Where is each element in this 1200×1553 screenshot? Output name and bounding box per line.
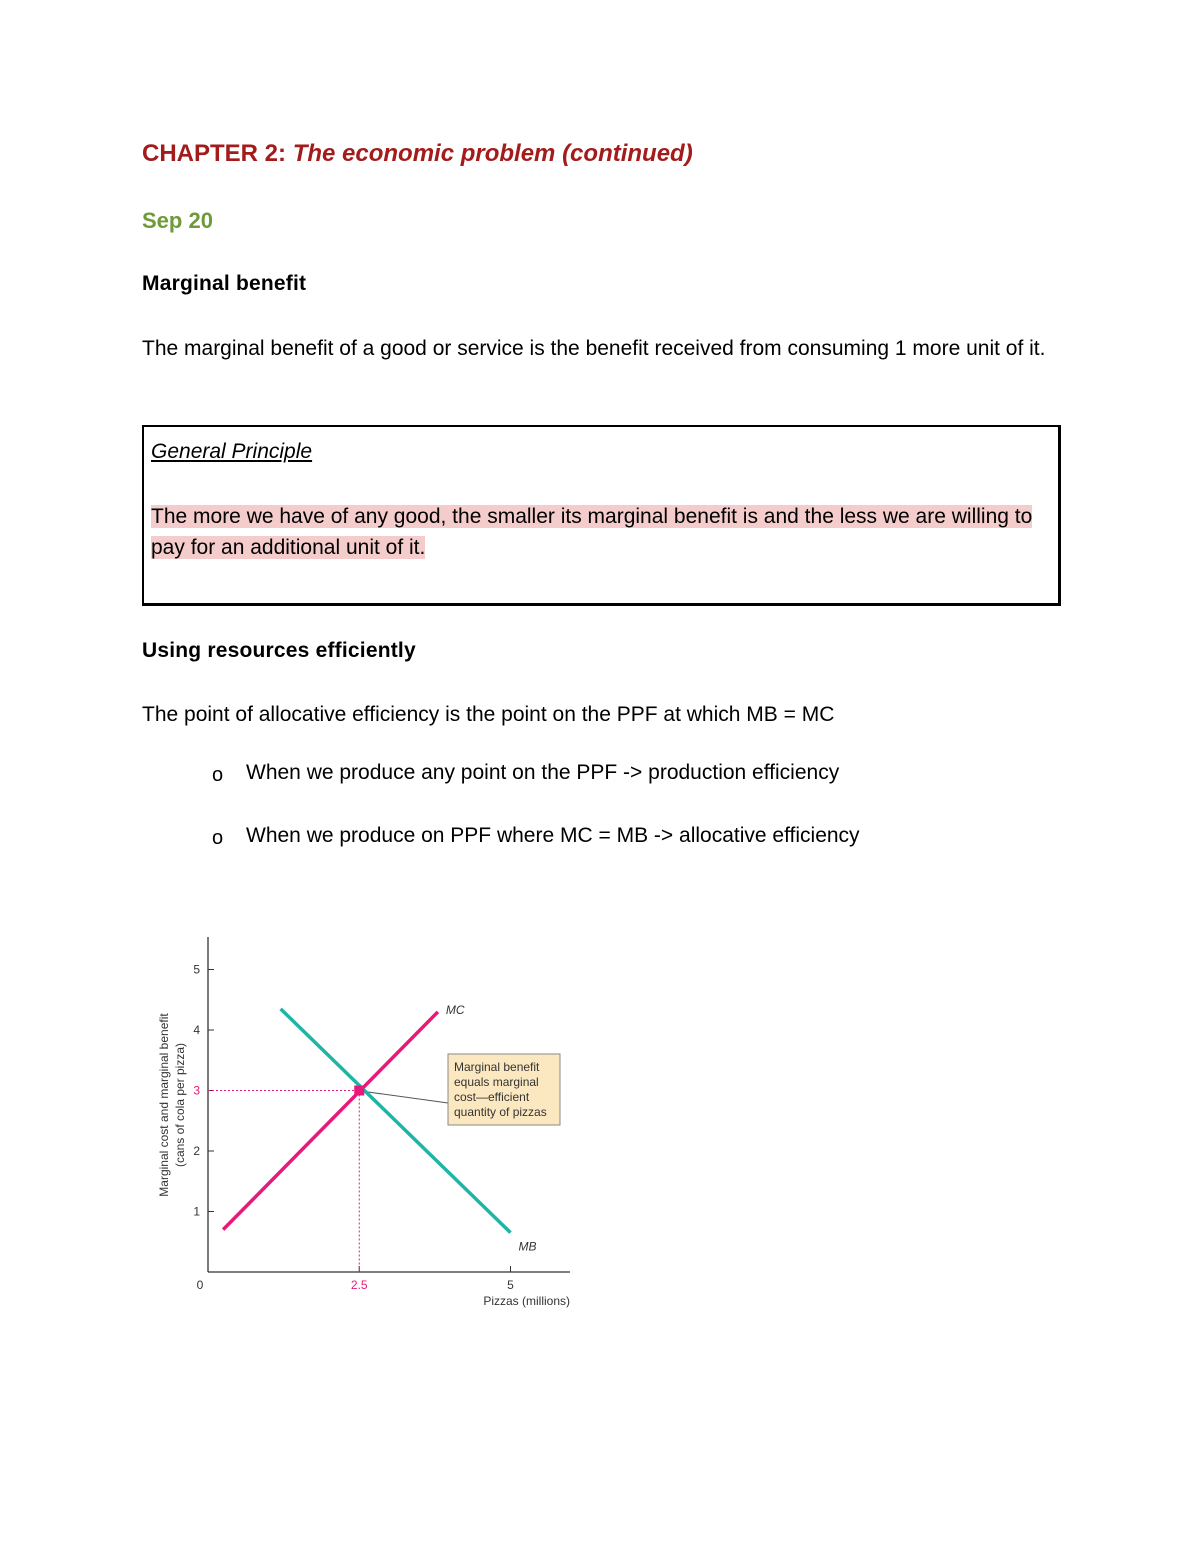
equilibrium-y-label: 3 [193,1083,200,1098]
x-tick-label: 0 [196,1278,204,1292]
chapter-heading [142,140,693,168]
x-tick-label: 5 [507,1278,514,1292]
x-axis-label: Pizzas (millions) [483,1294,570,1308]
y-tick-label: 2 [193,1144,200,1158]
section-heading-efficiency: Using resources efficiently [142,639,416,662]
chapter-label: CHAPTER 2: [142,140,287,167]
principle-box [142,425,1061,606]
y-tick-label: 4 [193,1023,200,1037]
bullet-marker: o [212,827,224,849]
mb-callout-line: Marginal benefit [454,1060,540,1074]
mb-line-label: MB [518,1239,537,1254]
marginal-benefit-definition: The marginal benefit of a good or service is the benefit received from consuming 1 more unit of it. [142,337,1046,360]
principle-highlight: The more we have of any good, the smaller its marginal benefit is and the less we are willing to pay for an additional unit of it. [151,505,1033,559]
y-axis-sublabel: (cans of cola per pizza) [173,1042,187,1168]
principle-text [151,501,1051,563]
equilibrium-x-label: 2.5 [350,1278,368,1292]
date-heading: Sep 20 [142,208,213,233]
bullet-marker: o [212,764,224,786]
mb-callout-line: cost—efficient [454,1090,530,1104]
allocative-efficiency-text: The point of allocative efficiency is the point on the PPF at which MB = MC [142,703,835,726]
chapter-title: The economic problem (continued) [292,140,693,167]
principle-title: General Principle [151,440,313,463]
y-tick-label: 1 [193,1204,200,1219]
mb-mc-chart [150,925,590,1320]
bullet-item-allocative-efficiency: When we produce on PPF where MC = MB -> allocative efficiency [246,824,860,847]
y-axis-label: Marginal cost and marginal benefit [157,1013,171,1197]
bullet-item-production-efficiency: When we produce any point on the PPF -> production efficiency [246,761,840,784]
y-tick-label: 5 [193,962,200,977]
mc-line [223,1012,438,1230]
equilibrium-point [354,1086,364,1096]
mb-callout-line: equals marginal [454,1075,539,1089]
mb-callout-line: quantity of pizzas [454,1105,547,1119]
mc-line-label: MC [445,1002,465,1017]
section-heading-marginal-benefit: Marginal benefit [142,272,307,295]
